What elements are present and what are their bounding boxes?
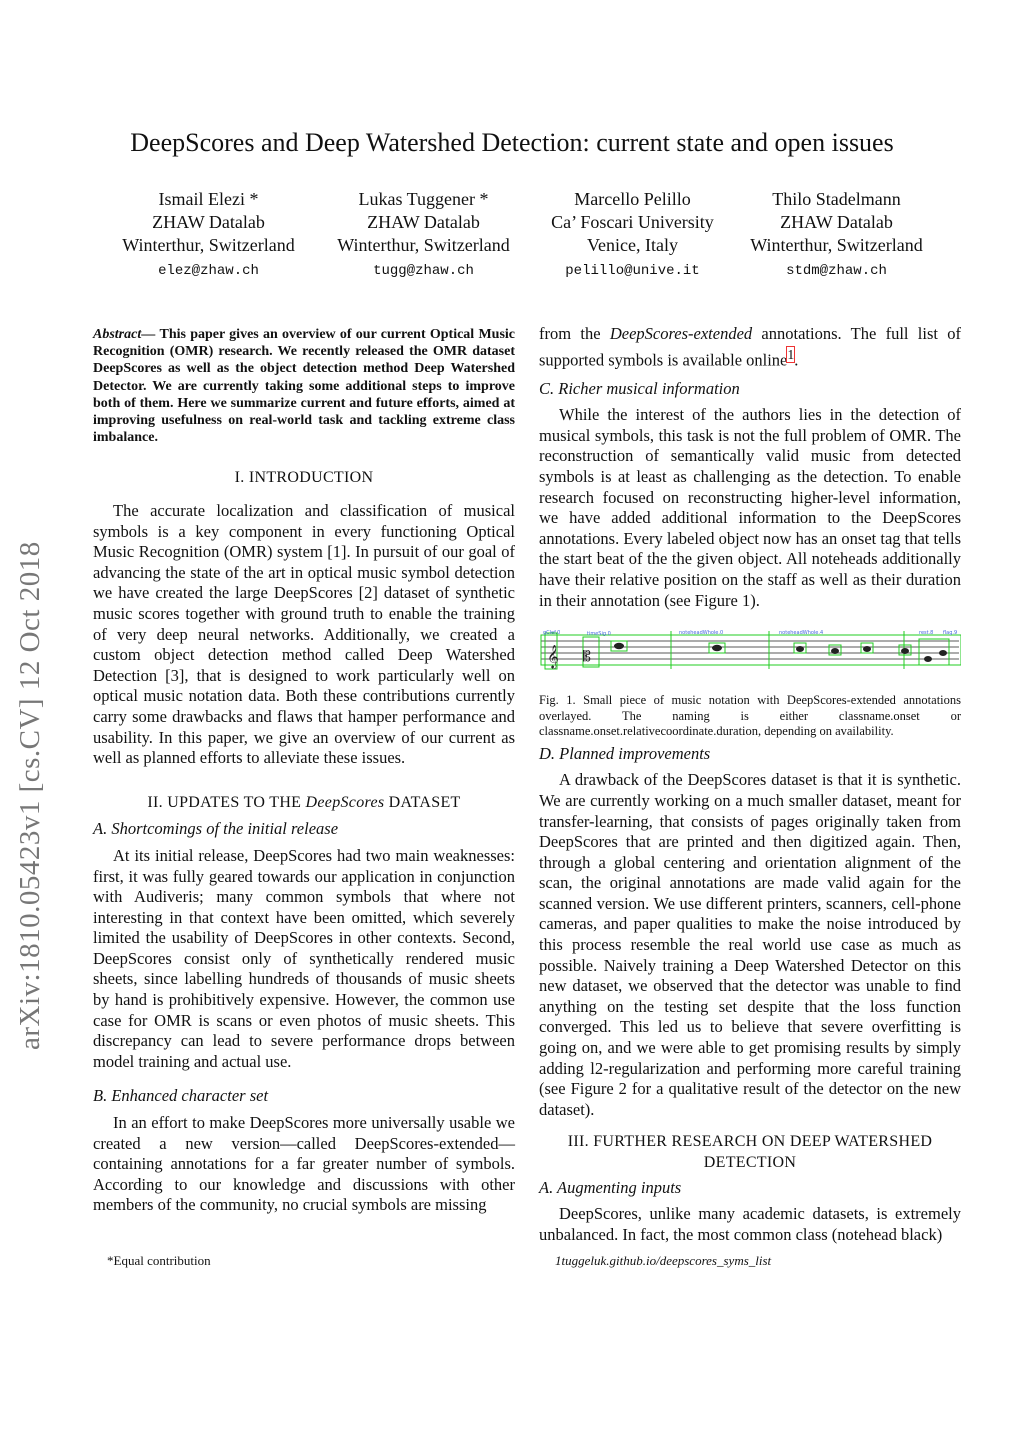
author-affiliation: ZHAW Datalab xyxy=(367,212,480,232)
svg-text:timeSig.0: timeSig.0 xyxy=(587,631,611,638)
svg-text:noteheadWhole.0: noteheadWhole.0 xyxy=(679,630,724,637)
svg-text:flag.9: flag.9 xyxy=(943,630,958,637)
author-affiliation: ZHAW Datalab xyxy=(780,212,893,232)
subsection-heading: A. Shortcomings of the initial release xyxy=(93,819,339,839)
author-affiliation: Ca’ Foscari University xyxy=(551,212,714,232)
paragraph: DeepScores, unlike many academic datasets, is extremely unbalanced. In fact, the most common class (notehead black) xyxy=(539,1204,961,1244)
author-email[interactable]: tugg@zhaw.ch xyxy=(373,263,474,279)
paragraph: In an effort to make DeepScores more universally usable we created a new version—called DeepScores-extended—containing annotations for a far greater number of symbols. According to our knowledge and discussions with other members of the community, no crucial symbols are missing xyxy=(93,1113,515,1215)
section-heading-part: DATASET xyxy=(384,793,461,811)
text-run-italic: DeepScores-extended xyxy=(609,324,753,343)
section-heading-part: II. UPDATES TO THE xyxy=(147,793,306,811)
svg-text:noteheadWhole.4: noteheadWhole.4 xyxy=(779,630,824,637)
arxiv-identifier: arXiv:1810.05423v1 [cs.CV] 12 Oct 2018 xyxy=(14,541,46,1050)
staff-annotation-box xyxy=(541,635,961,665)
section-heading: III. FURTHER RESEARCH ON DEEP WATERSHED DETECTION xyxy=(567,1133,933,1171)
footnote: *Equal contribution xyxy=(107,1253,211,1268)
paper-title: DeepScores and Deep Watershed Detection: current state and open issues xyxy=(130,128,894,157)
section-heading xyxy=(93,793,515,814)
author-name: Thilo Stadelmann xyxy=(772,189,901,209)
author-name: Marcello Pelillo xyxy=(574,189,691,209)
right-column xyxy=(539,324,961,1245)
footnote-url[interactable]: 1tuggeluk.github.io/deepscores_syms_list xyxy=(555,1253,772,1268)
author-location: Winterthur, Switzerland xyxy=(122,235,295,255)
section-heading-italic: DeepScores xyxy=(305,793,385,811)
subsection-heading: C. Richer musical information xyxy=(539,378,740,398)
author-name: Lukas Tuggener * xyxy=(358,189,489,209)
staff-lines xyxy=(541,641,959,665)
author-location: Winterthur, Switzerland xyxy=(750,235,923,255)
author-block xyxy=(729,188,944,283)
author-name: Ismail Elezi * xyxy=(158,189,259,209)
text-run: annotations. The full list of supported symbols is available online xyxy=(539,324,961,370)
author-block xyxy=(316,188,531,283)
svg-text:𝄞: 𝄞 xyxy=(547,644,559,669)
abstract-text: This paper gives an overview of our current Optical Music Recognition (OMR) research. We recently released the OMR dataset DeepScores as well as the object detection method Deep Watershed Detector. We are currently taking some additional steps to improve both of them. Here we summarize current and future efforts, aimed at improving usefulness on real-world task and tackling extreme class imbalance. xyxy=(93,327,515,446)
paragraph: The accurate localization and classification of musical symbols is a key component in every functioning Optical Music Recognition (OMR) system [1]. In pursuit of our goal of advancing the state of the art in optical music symbol detection we have created the large DeepScores [2] dataset of synthetic music scores together with ground truth to enable the training of very deep neural networks. Additionally, we created a custom object detection method called Deep Watershed Detection [3], that is designed to work particularly well on optical music notation data. Both these contributions currently carry some drawbacks and flaws that hamper performance and usability. In this paper, we give an overview of our current as well as planned efforts to alleviate these issues. xyxy=(93,501,515,768)
figure-1-music-score xyxy=(539,629,961,677)
left-column xyxy=(93,326,515,1216)
figure-caption: Fig. 1. Small piece of music notation with DeepScores-extended annotations overlayed. The naming is either classname.onset or classname.onset.relativecoordinate.duration, depending on availability. xyxy=(539,693,961,739)
svg-text:𝄡: 𝄡 xyxy=(583,649,591,666)
author-block xyxy=(525,188,740,283)
paragraph xyxy=(539,324,961,371)
subsection-heading: D. Planned improvements xyxy=(539,743,711,763)
subsection-heading: B. Enhanced character set xyxy=(93,1086,269,1106)
author-location: Winterthur, Switzerland xyxy=(337,235,510,255)
svg-text:rest.8: rest.8 xyxy=(919,630,934,637)
paragraph: A drawback of the DeepScores dataset is that it is synthetic. We are currently working on a much smaller dataset, meant for transfer-learning, that consists of pages originally taken from DeepScores that are printed and then digitized again. Then, through a global centering and orientation alignment of the scan, the original annotations are made valid again for the scanned version. We use different printers, scanners, cell-phone cameras, and paper qualities to make the noise introduced by this process resemble the real world use case as much as possible. Naively training a Deep Watershed Detector on this new dataset, we observed that the detector was unable to find anything on the testing set despite that the loss function converged. This led us to believe that severe overfitting is going on, and we were able to get promising results by simply adding l2-regularization and performing more careful training (see Figure 2 for a qualitative result of the detector on the new dataset). xyxy=(539,770,961,1119)
text-run: . xyxy=(794,350,799,370)
section-heading: I. INTRODUCTION xyxy=(234,469,374,487)
author-location: Venice, Italy xyxy=(587,235,678,255)
text-run: from the xyxy=(539,324,610,343)
author-email[interactable]: elez@zhaw.ch xyxy=(158,263,259,279)
author-block xyxy=(101,188,316,283)
abstract-label: Abstract xyxy=(93,327,142,342)
annotation-labels xyxy=(543,630,957,637)
footnote-link[interactable]: 1 xyxy=(787,346,795,362)
svg-text:gClef.0: gClef.0 xyxy=(543,630,561,637)
author-email[interactable]: pelillo@unive.it xyxy=(565,263,700,279)
author-email[interactable]: stdm@zhaw.ch xyxy=(786,263,887,279)
paragraph: At its initial release, DeepScores had two main weaknesses: first, it was fully geared towards our application in conjunction with Audiveris; many common symbols that where not interesting in that context have been omitted, which severely limited the usability of DeepScores in other contexts. Second, DeepScores consist only of synthetically rendered music sheets, since labelling hundreds of thousands of music sheets by hand is prohibitively expensive. However, the common use case for OMR is scans or even photos of music sheets. This discrepancy can lead to severe performance drops between model training and actual use. xyxy=(93,845,515,1071)
author-affiliation: ZHAW Datalab xyxy=(152,212,265,232)
paragraph: While the interest of the authors lies in the detection of musical symbols, this task is not the full problem of OMR. The reconstruction of semantically valid music from detected symbols is at least as challenging as the detection. To enable research focused on reconstructing higher-level information, we have added additional information to the DeepScores annotations. Every labeled object now has an onset tag that tells the start beat of the the given object. All noteheads additionally have their relative position on the staff as well as their duration in their annotation (see Figure 1). xyxy=(539,405,962,610)
abstract: Abstract— This paper gives an overview of our current Optical Music Recognition (OMR) research. We recently released the OMR dataset DeepScores as well as the object detection method Deep Watershed Detector. We are currently taking some additional steps to improve both of them. Here we summarize current and future efforts, aimed at improving usefulness on real-world task and tackling extreme class imbalance. xyxy=(93,327,515,446)
subsection-heading: A. Augmenting inputs xyxy=(539,1177,682,1197)
